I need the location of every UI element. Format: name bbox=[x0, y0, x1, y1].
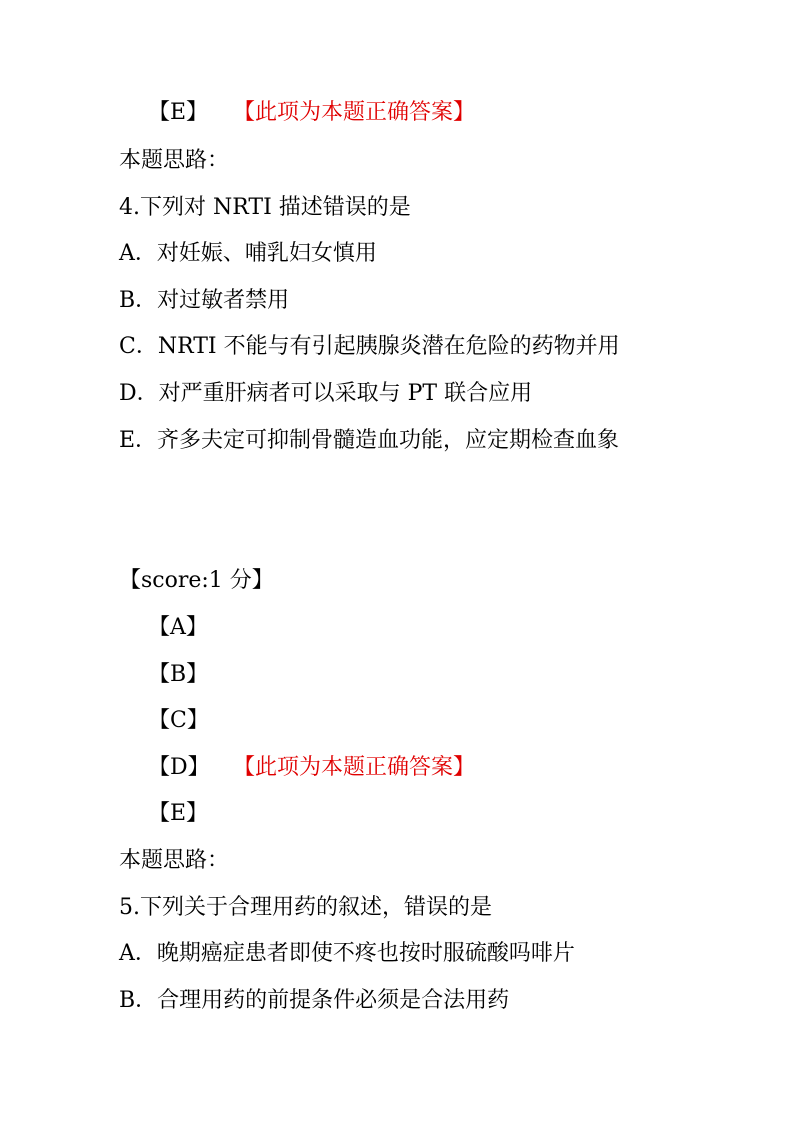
q4-answer-e: 【E】 bbox=[148, 801, 209, 826]
q4-answer-a: 【A】 bbox=[148, 615, 208, 640]
q4-stem: 4.下列对 NRTI 描述错误的是 bbox=[119, 195, 411, 220]
q3-option-e bbox=[148, 99, 208, 127]
q4-score: 【score:1 分】 bbox=[119, 568, 274, 593]
q4-choice-d: D．对严重肝病者可以采取与 PT 联合应用 bbox=[119, 381, 533, 406]
q3-thinking-label: 本题思路： bbox=[119, 148, 230, 173]
q3-option-e-label: 【E】 bbox=[148, 100, 209, 125]
q4-choice-a: A．对妊娠、哺乳妇女慎用 bbox=[119, 241, 377, 266]
q4-answer-b: 【B】 bbox=[148, 662, 209, 687]
q4-choice-c: C．NRTI 不能与有引起胰腺炎潜在危险的药物并用 bbox=[119, 334, 620, 359]
q4-answer-d: 【D】 bbox=[148, 755, 210, 780]
q3-correct-answer-mark: 【此项为本题正确答案】 bbox=[233, 100, 476, 125]
q5-stem: 5.下列关于合理用药的叙述，错误的是 bbox=[119, 895, 492, 920]
q4-choice-b: B．对过敏者禁用 bbox=[119, 288, 290, 313]
q4-thinking-label: 本题思路： bbox=[119, 848, 230, 873]
q5-choice-b: B．合理用药的前提条件必须是合法用药 bbox=[119, 988, 510, 1013]
q4-answer-c: 【C】 bbox=[148, 708, 209, 733]
q4-correct-answer-mark: 【此项为本题正确答案】 bbox=[233, 755, 476, 780]
q5-choice-a: A．晚期癌症患者即使不疼也按时服硫酸吗啡片 bbox=[119, 941, 575, 966]
q4-choice-e: E．齐多夫定可抑制骨髓造血功能，应定期检查血象 bbox=[119, 428, 620, 453]
